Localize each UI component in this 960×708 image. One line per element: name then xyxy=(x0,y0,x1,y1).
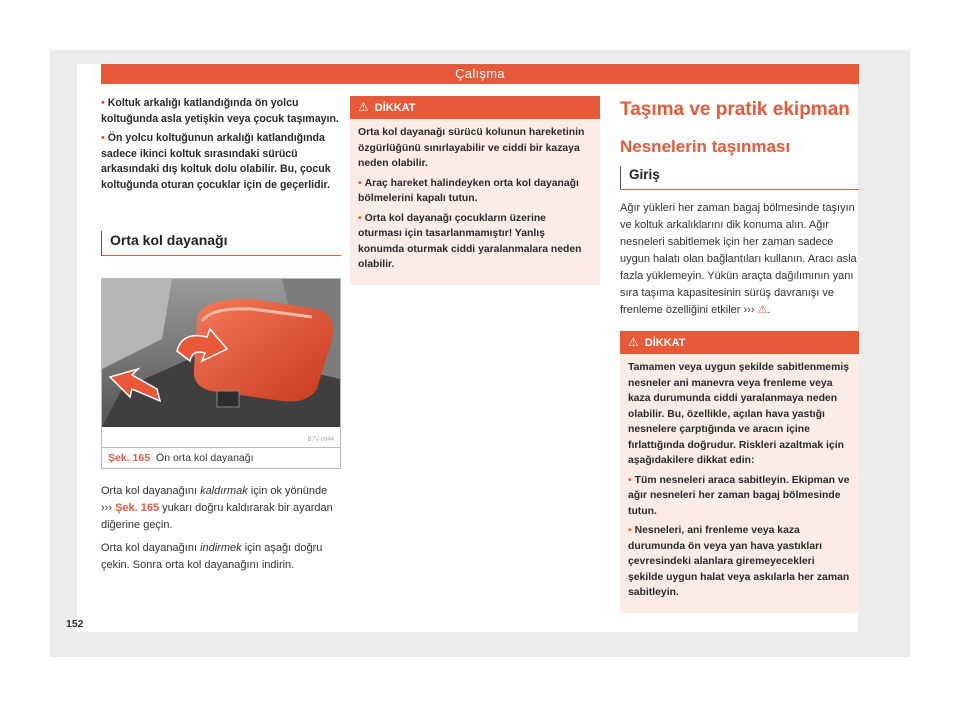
figure-link[interactable]: Şek. 165 xyxy=(115,502,160,514)
warning-box xyxy=(620,331,859,613)
warning-triangle-icon: ⚠ xyxy=(358,100,369,114)
figure-caption: Şek. 165 Ön orta kol dayanağı xyxy=(101,448,341,469)
main-heading: Taşıma ve pratik ekipman xyxy=(620,99,850,120)
bullet-dot-icon: • xyxy=(358,212,362,224)
bullet-dot-icon: • xyxy=(358,177,362,189)
warning-triangle-icon[interactable]: ⚠ xyxy=(757,304,768,316)
warning-header: ⚠ DİKKAT xyxy=(620,331,859,354)
sub-heading: Nesnelerin taşınması xyxy=(620,137,791,156)
paragraph: Orta kol dayanağını indirmek için aşağı doğru çekin. Sonra orta kol dayanağını indirin. xyxy=(101,542,323,571)
warning-lead: Tamamen veya uygun şekilde sabitlenmemiş nesneler ani manevra veya frenleme veya kaza durumunda ciddi yaralanmaya neden olabilir. Bu, özellikle, açılan hava yastığı nesnelere çarptığında ve aracın içine fırlattığında doğrudur. Riskleri azaltmak için aşağıdakilere dikkat edin: xyxy=(628,362,849,466)
warning-bullet: • Araç hareket halindeyken orta kol dayanağı bölmelerini kapalı tutun. xyxy=(358,177,579,204)
figure-ref: Şek. 165 xyxy=(108,452,151,464)
warning-bullet: • Nesneleri, ani frenleme veya kaza durumunda ön veya yan hava yastıkları çevresindeki alanlara giremeyecekleri şekilde uygun halat veya askılarla her zaman sabitleyin. xyxy=(628,525,850,598)
armrest-figure xyxy=(101,278,341,448)
warning-body xyxy=(350,119,600,285)
bullet-dot-icon: • xyxy=(101,132,105,144)
warning-bullet: • Orta kol dayanağı çocukların üzerine oturması için tasarlanmamıştır! Yanlış konumda oturmak ciddi yaralanmalara neden olabilir. xyxy=(358,212,582,270)
armrest-illustration xyxy=(102,279,340,427)
warning-header: ⚠ DİKKAT xyxy=(350,96,600,119)
bullet-dot-icon: • xyxy=(628,474,632,486)
chapter-header: Çalışma xyxy=(101,64,859,84)
warning-bullet: • Tüm nesneleri araca sabitleyin. Ekipman ve ağır nesneleri her zaman bagaj bölmesinde tutun. xyxy=(628,474,850,517)
figure-code: B7V-0944 xyxy=(307,437,334,443)
paragraph: Orta kol dayanağını kaldırmak için ok yönünde ››› Şek. 165 yukarı doğru kaldırarak bir ayardan diğerine geçin. xyxy=(101,485,333,531)
intro-heading: Giriş xyxy=(620,166,859,190)
intro-paragraph: Ağır yükleri her zaman bagaj bölmesinde taşıyın ve koltuk arkalıklarını dik konuma alın. Ağır nesneleri sabitlemek için her zaman sadece uygun halatı olan bağlantıları kullanın. Aracı asla fazla yüklemeyin. Yükün araçta dağılımının yanı sıra taşıma kapasitesinin sürüş davranışı ve frenleme özelliğini etkiler ››› ⚠. xyxy=(620,202,857,316)
column-left xyxy=(101,96,341,580)
warning-triangle-icon: ⚠ xyxy=(628,335,639,349)
page-number: 152 xyxy=(66,618,84,630)
column-right xyxy=(620,96,859,613)
warning-body xyxy=(620,354,859,613)
bullet-dot-icon: • xyxy=(628,525,632,536)
warning-box xyxy=(350,96,600,285)
bullet-item: • Koltuk arkalığı katlandığında ön yolcu koltuğunda asla yetişkin veya çocuk taşımayın. xyxy=(101,97,339,125)
column-middle xyxy=(350,96,600,285)
section-heading: Orta kol dayanağı xyxy=(101,231,341,256)
bullet-dot-icon: • xyxy=(101,97,105,109)
warning-lead: Orta kol dayanağı sürücü kolunun hareketinin özgürlüğünü sınırlayabilir ve ciddi bir kazaya neden olabilir. xyxy=(358,127,585,169)
bullet-item: • Ön yolcu koltuğunun arkalığı katlandığında sadece ikinci koltuk sırasındaki sürücü arkasındaki dış koltuk dolu olabilir. Bu, çocuk koltuğunda oturan çocuklar için de geçerlidir. xyxy=(101,132,331,191)
